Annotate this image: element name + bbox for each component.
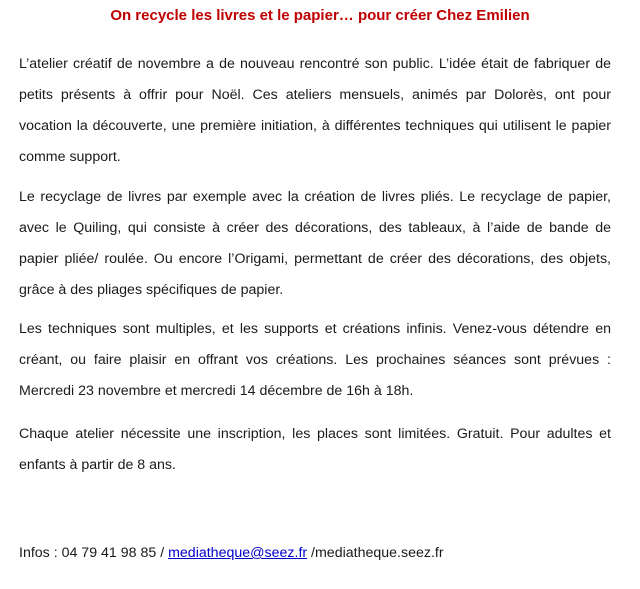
contact-info [19,542,444,564]
document-title: On recycle les livres et le papier… pour créer Chez Emilien [110,7,530,24]
contact-phone: Infos : 04 79 41 98 85 / [19,545,169,561]
paragraph-techniques: Le recyclage de livres par exemple avec la création de livres pliés. Le recyclage de papier, avec le Quiling, qui consiste à créer des décorations, des tableaux, à l’aide de bande de papier pliée/ roulée. Ou encore l’Origami, permettant de créer des décorations, des objets, grâce à des pliages spécifiques de papier. [19,189,611,298]
paragraph-registration: Chaque atelier nécessite une inscription, les places sont limitées. Gratuit. Pour adultes et enfants à partir de 8 ans. [19,426,611,473]
email-link[interactable]: mediatheque@seez.fr [168,545,308,561]
website-text: /mediatheque.seez.fr [307,545,444,561]
paragraph-intro: L’atelier créatif de novembre a de nouveau rencontré son public. L’idée était de fabriquer de petits présents à offrir pour Noël. Ces ateliers mensuels, animés par Dolorès, ont pour vocation la découverte, une première initiation, à différentes techniques qui utilisent le papier comme support. [19,56,611,165]
paragraph-schedule: Les techniques sont multiples, et les supports et créations infinis. Venez-vous détendre en créant, ou faire plaisir en offrant vos créations. Les prochaines séances sont prévues : Mercredi 23 novembre et mercredi 14 décembre de 16h à 18h. [19,321,611,399]
